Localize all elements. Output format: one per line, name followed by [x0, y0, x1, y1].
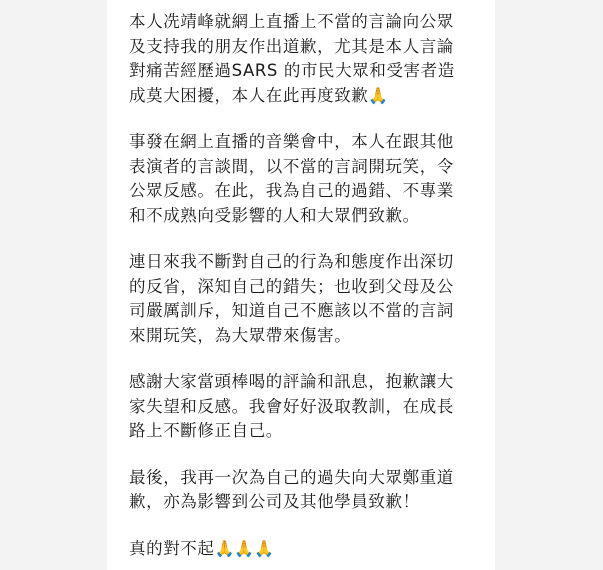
praying-hands-icon: 🙏🙏🙏	[214, 538, 275, 558]
text-line: 公眾反感。在此，我為自己的過錯、不專業	[129, 181, 454, 200]
praying-hands-icon: 🙏	[368, 85, 389, 105]
text-line: 感謝大家當頭棒喝的評論和訊息，抱歉讓大	[129, 372, 454, 391]
paragraph-2	[129, 130, 481, 228]
text-line	[129, 537, 481, 562]
paragraph-5	[129, 466, 481, 515]
statement-page	[107, 0, 495, 570]
text-line: 本人冼靖峰就網上直播上不當的言論向公眾	[129, 12, 454, 31]
text-line: 及支持我的朋友作出道歉，尤其是本人言論	[129, 36, 454, 56]
paragraph-3	[129, 250, 481, 348]
text-line: 來開玩笑，為大眾帶來傷害。	[129, 325, 352, 345]
closing-text: 真的對不起	[129, 538, 215, 558]
text-line: 路上不斷修正自己。	[129, 421, 283, 440]
text-line: 的反省，深知自己的錯失；也收到父母及公	[129, 276, 454, 296]
text-line: 司嚴厲訓斥，知道自己不應該以不當的言詞	[129, 301, 454, 320]
text-line	[129, 84, 481, 109]
text-line: 和不成熟向受影響的人和大眾們致歉。	[129, 205, 420, 225]
text-line: 表演者的言談間，以不當的言詞開玩笑，令	[129, 156, 454, 176]
text-line: 歉，亦為影響到公司及其他學員致歉！	[129, 492, 420, 511]
text-line: 事發在網上直播的音樂會中，本人在跟其他	[129, 132, 454, 151]
text-segment: 成莫大困擾，本人在此再度致歉	[129, 85, 369, 105]
text-line: 連日來我不斷對自己的行為和態度作出深切	[129, 252, 454, 271]
text-line: 最後，我再一次為自己的過失向大眾鄭重道	[129, 467, 454, 487]
apology-statement	[129, 10, 481, 570]
closing-line	[129, 537, 481, 562]
paragraph-1	[129, 10, 481, 108]
paragraph-4	[129, 370, 481, 444]
text-line: 家失望和反感。我會好好汲取教訓，在成長	[129, 396, 454, 416]
text-line: 對痛苦經歷過SARS 的市民大眾和受害者造	[129, 61, 455, 80]
